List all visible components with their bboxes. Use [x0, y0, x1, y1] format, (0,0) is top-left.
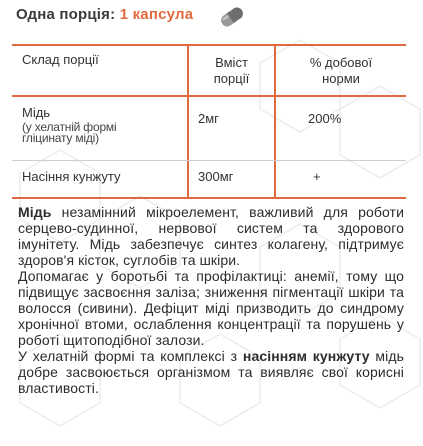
description-paragraph-2 — [18, 268, 404, 348]
description-text-2: Допомагає у боротьбі та профілактиці: анемії, тому що підвищує засвоєння заліза; зниження пігментації шкіри та волосся (сивини). Дефіцит міді призводить до синдрому хронічної втоми, ослаблення концентрації та порушень у роботі щитоподібної залози. — [18, 268, 404, 348]
header-content — [189, 55, 274, 87]
description-text-1: незамінний мікроелемент, важливий для роботи серцево-судинної, нервової систем та здорового імунітету. Мідь забезпечує синтез колагену, підтримує здоров'я кісток, суглобів та шкіри. — [18, 204, 404, 268]
row-divider — [12, 160, 406, 161]
description-paragraph-3 — [18, 348, 404, 396]
product-description — [18, 204, 404, 396]
row-sesame-daily: + — [313, 169, 321, 184]
sesame-highlight: насінням кунжуту — [242, 348, 370, 364]
serving-value: 1 капсула — [119, 6, 194, 23]
header-content-line1: Вміст — [215, 55, 248, 70]
row-sesame-amount: 300мг — [198, 169, 234, 184]
row-copper-daily: 200% — [308, 111, 342, 126]
header-daily-line1: % добової — [309, 55, 373, 70]
row-copper-note-line2: гліцинату міді) — [22, 131, 99, 145]
row-copper-name: Мідь — [22, 105, 51, 120]
serving-label: Одна порція: — [16, 6, 116, 23]
row-copper-amount: 2мг — [198, 111, 219, 126]
header-daily-line2: норми — [322, 71, 360, 86]
description-text-3b: мідь добре засвоюється організмом та виявляє свої корисні властивості. — [18, 348, 405, 396]
header-content-line2: порції — [213, 71, 250, 86]
description-paragraph-1 — [18, 204, 404, 268]
nutrition-table — [12, 44, 406, 199]
serving-size — [16, 6, 193, 23]
description-text-3a: У хелатній формі та комплексі з — [18, 348, 243, 364]
capsule-icon — [218, 6, 246, 28]
row-copper-note-line1: (у хелатній формі — [22, 120, 117, 134]
header-composition: Склад порції — [22, 52, 99, 67]
row-sesame-name: Насіння кунжуту — [22, 169, 121, 184]
header-daily-value — [276, 55, 406, 87]
header-divider — [12, 95, 406, 97]
copper-highlight: Мідь — [18, 204, 52, 220]
